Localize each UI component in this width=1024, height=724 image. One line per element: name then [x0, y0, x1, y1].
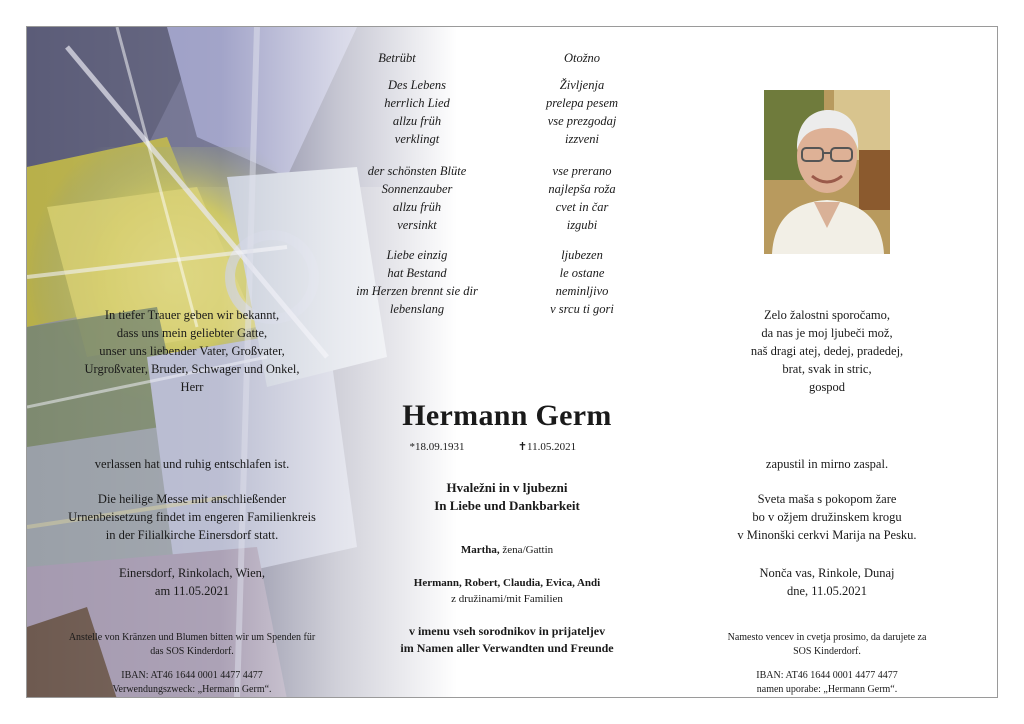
poem-line: allzu früh — [392, 114, 442, 128]
wife-role: žena/Gattin — [499, 544, 554, 556]
intro-line: da nas je moj ljubeči mož, — [761, 326, 893, 340]
poem-line: Liebe einzig — [386, 248, 448, 262]
donation-line: Anstelle von Kränzen und Blumen bitten wir um Spenden für — [68, 632, 316, 643]
place-date-sl — [682, 564, 972, 600]
intro-line: In tiefer Trauer geben wir bekannt, — [104, 308, 280, 322]
poem-line: verklingt — [394, 132, 440, 146]
poem-line: allzu früh — [392, 200, 442, 214]
poem-line: lebenslang — [389, 302, 445, 316]
poem-line: le ostane — [559, 266, 605, 280]
wife-line — [357, 543, 657, 557]
donation-sl — [672, 631, 982, 659]
poem-line: Sonnenzauber — [381, 182, 453, 196]
intro-line: naš dragi atej, dedej, pradedej, — [750, 344, 904, 358]
poem-line: ljubezen — [561, 248, 603, 262]
intro-sl — [682, 306, 972, 396]
place-date-de — [42, 564, 342, 600]
poem-line: neminljivo — [555, 284, 609, 298]
mass-de — [37, 490, 347, 544]
intro-line: unser uns liebender Vater, Großvater, — [99, 344, 285, 358]
relatives-block — [357, 623, 657, 657]
poem-line: vse prerano — [552, 164, 612, 178]
death-date: ✝11.05.2021 — [517, 441, 577, 453]
intro-line: Herr — [180, 380, 204, 394]
poem-sl — [512, 76, 652, 327]
poem-line: im Herzen brennt sie dir — [356, 284, 478, 298]
poem-line: prelepa pesem — [545, 96, 619, 110]
intro-line: dass uns mein geliebter Gatte, — [116, 326, 268, 340]
relatives-line: im Namen aller Verwandten und Freunde — [400, 641, 614, 655]
wife-name: Martha, — [460, 544, 500, 556]
mass-line: Urnenbeisetzung findet im engeren Familienkreis — [68, 510, 316, 524]
intro-line: gospod — [808, 380, 846, 394]
poem-line: versinkt — [397, 218, 437, 232]
mass-line: bo v ožjem družinskem krogu — [752, 510, 902, 524]
intro-line: brat, svak in stric, — [782, 362, 872, 376]
poem-line: cvet in čar — [555, 200, 609, 214]
mass-sl — [682, 490, 972, 544]
donation-line: SOS Kinderdorf. — [793, 646, 861, 657]
donation-line: das SOS Kinderdorf. — [150, 646, 234, 657]
passed-sl: zapustil in mirno zaspal. — [765, 457, 889, 471]
date-line: am 11.05.2021 — [154, 584, 230, 598]
donation-line: Namesto vencev in cvetja prosimo, da darujete za — [727, 632, 927, 643]
place-line: Nonča vas, Rinkole, Dunaj — [759, 566, 895, 580]
place-line: Einersdorf, Rinkolach, Wien, — [118, 566, 266, 580]
poem-line: herrlich Lied — [384, 96, 450, 110]
poem-de — [327, 76, 507, 327]
donation-de — [32, 631, 352, 659]
poem-line: izzveni — [564, 132, 600, 146]
poem-de-title: Betrübt — [378, 51, 416, 65]
poem-line: Des Lebens — [388, 78, 446, 92]
date-line: dne, 11.05.2021 — [786, 584, 868, 598]
thanks-block — [357, 479, 657, 515]
intro-de — [42, 306, 342, 396]
intro-line: Zelo žalostni sporočamo, — [763, 308, 890, 322]
purpose-de: Verwendungszweck: „Hermann Germ“. — [112, 684, 272, 695]
birth-date: *18.09.1931 — [409, 441, 465, 453]
iban-sl: IBAN: AT46 1644 0001 4477 4477 — [756, 670, 898, 681]
poem-line: Življenja — [559, 78, 605, 92]
deceased-name: Hermann Germ — [402, 399, 612, 432]
children-line: Hermann, Robert, Claudia, Evica, Andi — [413, 577, 601, 589]
portrait-image — [764, 90, 890, 254]
mass-line: Sveta maša s pokopom žare — [757, 492, 897, 506]
relatives-line: v imenu vseh sorodnikov in prijateljev — [408, 624, 606, 638]
poem-line: najlepša roža — [548, 182, 616, 196]
thanks-line: In Liebe und Dankbarkeit — [434, 498, 580, 513]
poem-sl-title: Otožno — [563, 51, 601, 65]
poem-line: der schönsten Blüte — [367, 164, 467, 178]
thanks-line: Hvaležni in v ljubezni — [446, 480, 568, 495]
iban-de: IBAN: AT46 1644 0001 4477 4477 — [121, 670, 263, 681]
purpose-sl: namen uporabe: „Hermann Germ“. — [756, 684, 898, 695]
poem-line: hat Bestand — [387, 266, 447, 280]
passed-de: verlassen hat und ruhig entschlafen ist. — [94, 457, 290, 471]
mass-line: Die heilige Messe mit anschließender — [97, 492, 287, 506]
poem-line: izgubi — [566, 218, 598, 232]
poem-line: v srcu ti gori — [550, 302, 614, 316]
portrait-photo — [764, 90, 890, 254]
intro-line: Urgroßvater, Bruder, Schwager und Onkel, — [84, 362, 300, 376]
mass-line: in der Filialkirche Einersdorf statt. — [105, 528, 279, 542]
obituary-card — [26, 26, 998, 698]
mass-line: v Minonški cerkvi Marija na Pesku. — [737, 528, 917, 542]
poem-line: vse prezgodaj — [547, 114, 617, 128]
children-note: z družinami/mit Familien — [451, 593, 563, 605]
